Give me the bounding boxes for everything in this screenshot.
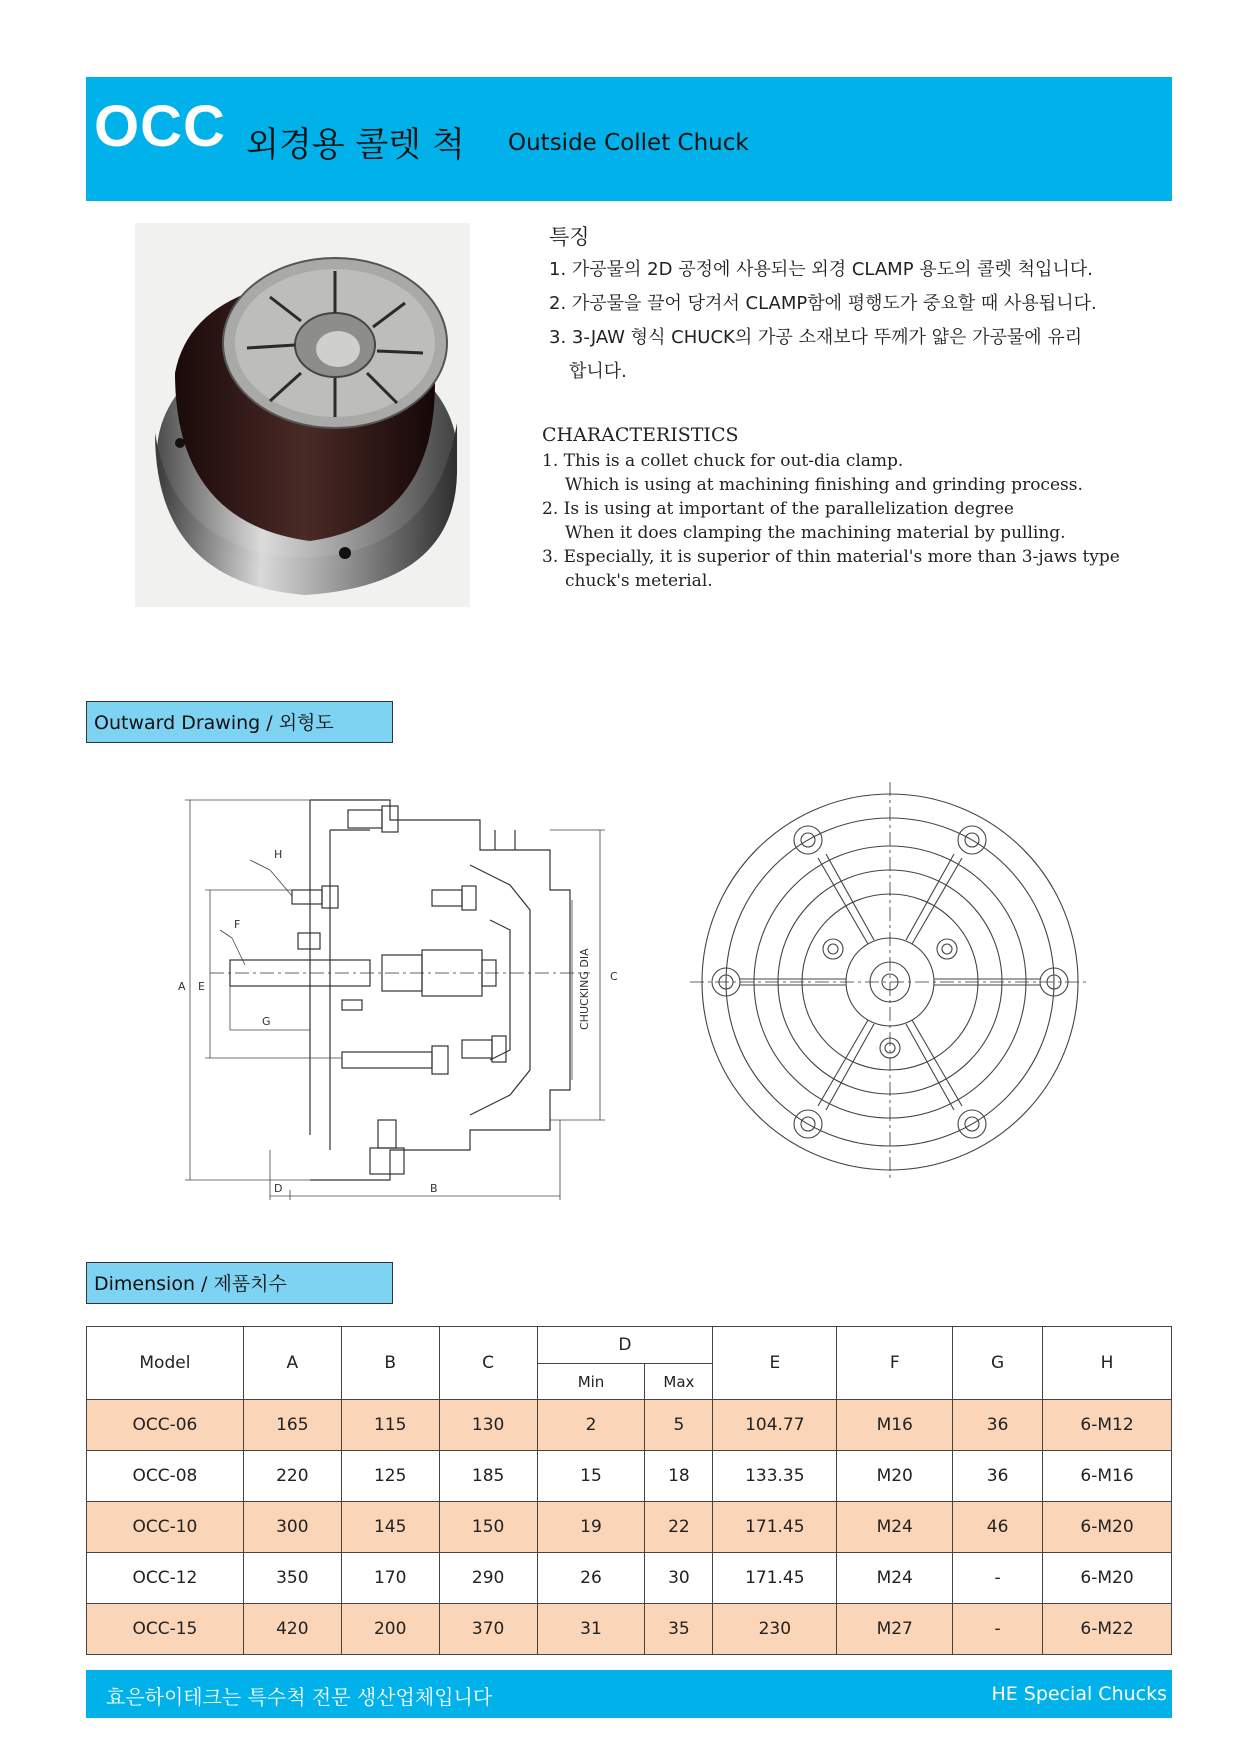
title-english: Outside Collet Chuck <box>508 130 749 156</box>
front-view-drawing <box>690 782 1090 1182</box>
table-cell: 370 <box>439 1604 537 1655</box>
header-e: E <box>713 1327 837 1400</box>
table-cell: 115 <box>341 1400 439 1451</box>
table-row <box>87 1451 1172 1502</box>
feature-line: 합니다. <box>569 361 627 382</box>
table-cell: 104.77 <box>713 1400 837 1451</box>
table-cell: 5 <box>645 1400 713 1451</box>
table-cell: 19 <box>537 1502 645 1553</box>
header-d: D <box>537 1327 713 1364</box>
table-cell: 220 <box>243 1451 341 1502</box>
footer-banner <box>86 1670 1172 1718</box>
table-cell: OCC-06 <box>87 1400 244 1451</box>
features-title: 특징 <box>549 225 590 249</box>
table-cell: 185 <box>439 1451 537 1502</box>
dim-label-h: H <box>274 848 283 861</box>
collet-chuck-image <box>135 223 470 607</box>
footer-brand: HE Special Chucks <box>991 1683 1167 1705</box>
dim-label-b: B <box>430 1182 438 1195</box>
table-cell: 230 <box>713 1604 837 1655</box>
table-cell: 35 <box>645 1604 713 1655</box>
table-cell: OCC-08 <box>87 1451 244 1502</box>
table-cell: 6-M16 <box>1043 1451 1172 1502</box>
header-a: A <box>243 1327 341 1400</box>
title-banner <box>86 77 1172 201</box>
table-cell: 171.45 <box>713 1502 837 1553</box>
characteristics-list <box>542 450 1120 594</box>
dim-label-c: C <box>610 970 618 983</box>
table-cell: 26 <box>537 1553 645 1604</box>
header-f: F <box>837 1327 953 1400</box>
table-cell: M27 <box>837 1604 953 1655</box>
header-g: G <box>953 1327 1043 1400</box>
footer-tagline: 효은하이테크는 특수척 전문 생산업체입니다 <box>106 1685 493 1709</box>
table-row <box>87 1400 1172 1451</box>
table-cell: 200 <box>341 1604 439 1655</box>
characteristic-line: Which is using at machining finishing and grinding process. <box>565 475 1083 495</box>
dim-label-a: A <box>178 980 186 993</box>
characteristics-title: CHARACTERISTICS <box>542 424 739 446</box>
characteristic-line: 1. This is a collet chuck for out-dia clamp. <box>542 451 904 471</box>
table-cell: 22 <box>645 1502 713 1553</box>
header-d-max: Max <box>645 1364 713 1400</box>
product-code: OCC <box>94 94 226 159</box>
table-cell: 150 <box>439 1502 537 1553</box>
feature-line: 1. 가공물의 2D 공정에 사용되는 외경 CLAMP 용도의 콜렛 척입니다. <box>549 259 1093 280</box>
dim-label-g: G <box>262 1015 271 1028</box>
table-cell: 290 <box>439 1553 537 1604</box>
table-cell: M24 <box>837 1502 953 1553</box>
table-cell: - <box>953 1553 1043 1604</box>
title-korean: 외경용 콜렛 척 <box>246 125 465 165</box>
characteristic-line: When it does clamping the machining material by pulling. <box>565 523 1066 543</box>
table-cell: 36 <box>953 1400 1043 1451</box>
features-list <box>549 258 1097 394</box>
table-cell: M20 <box>837 1451 953 1502</box>
product-photo <box>135 223 470 607</box>
table-cell: 6-M22 <box>1043 1604 1172 1655</box>
table-row <box>87 1604 1172 1655</box>
table-cell: 145 <box>341 1502 439 1553</box>
table-cell: 300 <box>243 1502 341 1553</box>
dimension-table <box>86 1326 1172 1655</box>
table-cell: 18 <box>645 1451 713 1502</box>
header-b: B <box>341 1327 439 1400</box>
feature-line: 3. 3-JAW 형식 CHUCK의 가공 소재보다 뚜께가 얇은 가공물에 유리 <box>549 327 1083 348</box>
outward-drawing-label: Outward Drawing / 외형도 <box>86 701 393 743</box>
table-cell: M24 <box>837 1553 953 1604</box>
table-cell: 171.45 <box>713 1553 837 1604</box>
dimension-label: Dimension / 제품치수 <box>86 1262 393 1304</box>
table-cell: 2 <box>537 1400 645 1451</box>
header-h: H <box>1043 1327 1172 1400</box>
header-model: Model <box>87 1327 244 1400</box>
table-cell: 6-M12 <box>1043 1400 1172 1451</box>
dim-label-chucking-dia: CHUCKING DIA <box>578 948 591 1030</box>
table-cell: 165 <box>243 1400 341 1451</box>
table-cell: 350 <box>243 1553 341 1604</box>
header-c: C <box>439 1327 537 1400</box>
table-cell: OCC-15 <box>87 1604 244 1655</box>
table-row <box>87 1553 1172 1604</box>
table-cell: 125 <box>341 1451 439 1502</box>
table-cell: 170 <box>341 1553 439 1604</box>
characteristic-line: 3. Especially, it is superior of thin material's more than 3-jaws type <box>542 547 1120 567</box>
dim-label-e: E <box>198 980 205 993</box>
table-cell: 133.35 <box>713 1451 837 1502</box>
table-cell: 36 <box>953 1451 1043 1502</box>
table-row <box>87 1502 1172 1553</box>
dim-label-d: D <box>274 1182 283 1195</box>
table-cell: 420 <box>243 1604 341 1655</box>
feature-line: 2. 가공물을 끌어 당겨서 CLAMP함에 평행도가 중요할 때 사용됩니다. <box>549 293 1097 314</box>
dim-label-f: F <box>234 918 241 931</box>
table-cell: 46 <box>953 1502 1043 1553</box>
table-cell: 31 <box>537 1604 645 1655</box>
table-cell: 130 <box>439 1400 537 1451</box>
table-cell: 6-M20 <box>1043 1553 1172 1604</box>
table-cell: OCC-10 <box>87 1502 244 1553</box>
table-cell: OCC-12 <box>87 1553 244 1604</box>
table-cell: - <box>953 1604 1043 1655</box>
characteristic-line: 2. Is is using at important of the parallelization degree <box>542 499 1014 519</box>
header-d-min: Min <box>537 1364 645 1400</box>
side-section-drawing <box>170 790 630 1220</box>
table-cell: M16 <box>837 1400 953 1451</box>
table-cell: 6-M20 <box>1043 1502 1172 1553</box>
table-cell: 30 <box>645 1553 713 1604</box>
table-cell: 15 <box>537 1451 645 1502</box>
characteristic-line: chuck's meterial. <box>565 571 713 591</box>
